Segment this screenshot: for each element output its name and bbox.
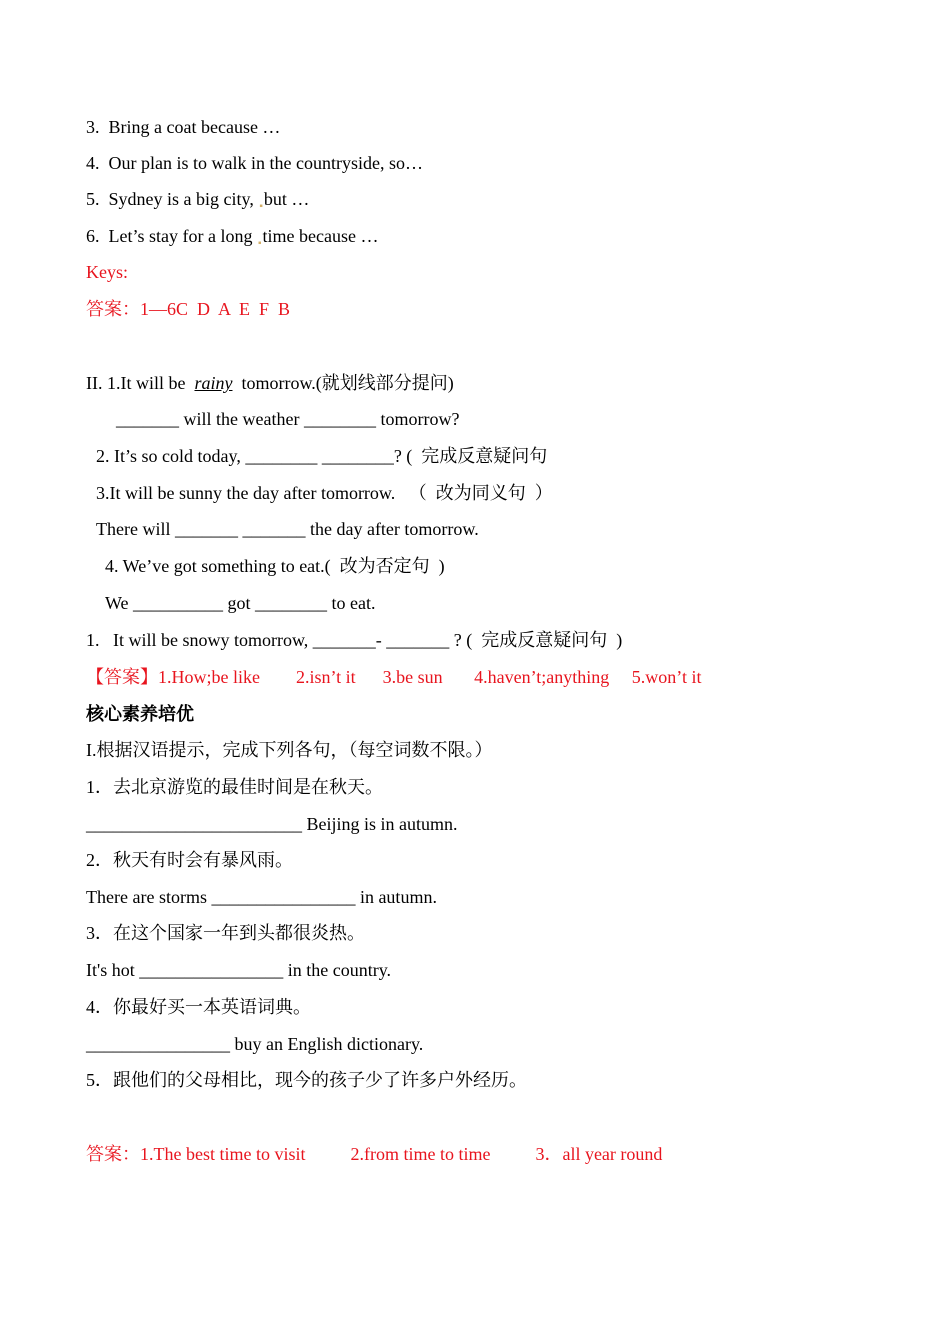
exercise-line: [86, 372, 454, 394]
answer-line: 【答案】1.How;be like 2.isn’t it 3.be sun 4.haven’t;anything 5.won’t it: [86, 667, 702, 687]
exercise-line: ________________ buy an English dictionary.: [86, 1034, 424, 1054]
exercise-line: There will _______ _______ the day after tomorrow.: [96, 519, 479, 539]
exercise-line: 5．跟他们的父母相比，现今的孩子少了许多户外经历。: [86, 1070, 527, 1090]
exercise-line: 1. It will be snowy tomorrow, _______- _______ ? ( 完成反意疑问句 ): [86, 630, 623, 650]
exercise-line: 2. It’s so cold today, ________ ________? ( 完成反意疑问句: [96, 446, 548, 466]
exercise-line: 3．在这个国家一年到头都很炎热。: [86, 923, 365, 943]
text-segment: 6. Let’s stay for a long: [86, 226, 257, 246]
exercise-line: 1．去北京游览的最佳时间是在秋天。: [86, 777, 383, 797]
instruction-line: I.根据汉语提示，完成下列各句，（每空词数不限。）: [86, 740, 493, 760]
exercise-line: There are storms ________________ in autumn.: [86, 887, 437, 907]
exercise-line: It's hot ________________ in the country.: [86, 960, 392, 980]
exercise-line: 3.It will be sunny the day after tomorrow. （ 改为同义句 ）: [96, 483, 553, 503]
edit-mark-icon: ▪: [257, 238, 262, 249]
text-segment: 5. Sydney is a big city,: [86, 189, 259, 209]
text-segment: tomorrow.(就划线部分提问): [232, 373, 454, 393]
text-segment: time because …: [262, 226, 379, 246]
answer-line: 答案：1—6C D A E F B: [86, 299, 291, 319]
exercise-line: 4. Our plan is to walk in the countryside, so…: [86, 153, 423, 173]
text-segment: II. 1.It will be: [86, 373, 195, 393]
exercise-line: 4．你最好买一本英语词典。: [86, 997, 311, 1017]
edit-mark-icon: ▪: [259, 201, 263, 212]
exercise-line: 4. We’ve got something to eat.( 改为否定句 ): [105, 556, 445, 576]
exercise-line: [86, 188, 309, 214]
exercise-line: ________________________ Beijing is in autumn.: [86, 814, 458, 834]
section-heading: 核心素养培优: [86, 704, 194, 724]
exercise-line: [86, 225, 378, 251]
text-segment: but …: [263, 189, 310, 209]
underlined-word: rainy: [194, 373, 233, 393]
exercise-line: 3. Bring a coat because …: [86, 117, 281, 137]
exercise-line: 2．秋天有时会有暴风雨。: [86, 850, 293, 870]
answer-line: 答案：1.The best time to visit 2.from time to time 3．all year round: [86, 1144, 663, 1164]
exercise-line: _______ will the weather ________ tomorrow?: [116, 409, 460, 429]
exercise-line: We __________ got ________ to eat.: [105, 593, 376, 613]
keys-label: Keys:: [86, 262, 128, 282]
